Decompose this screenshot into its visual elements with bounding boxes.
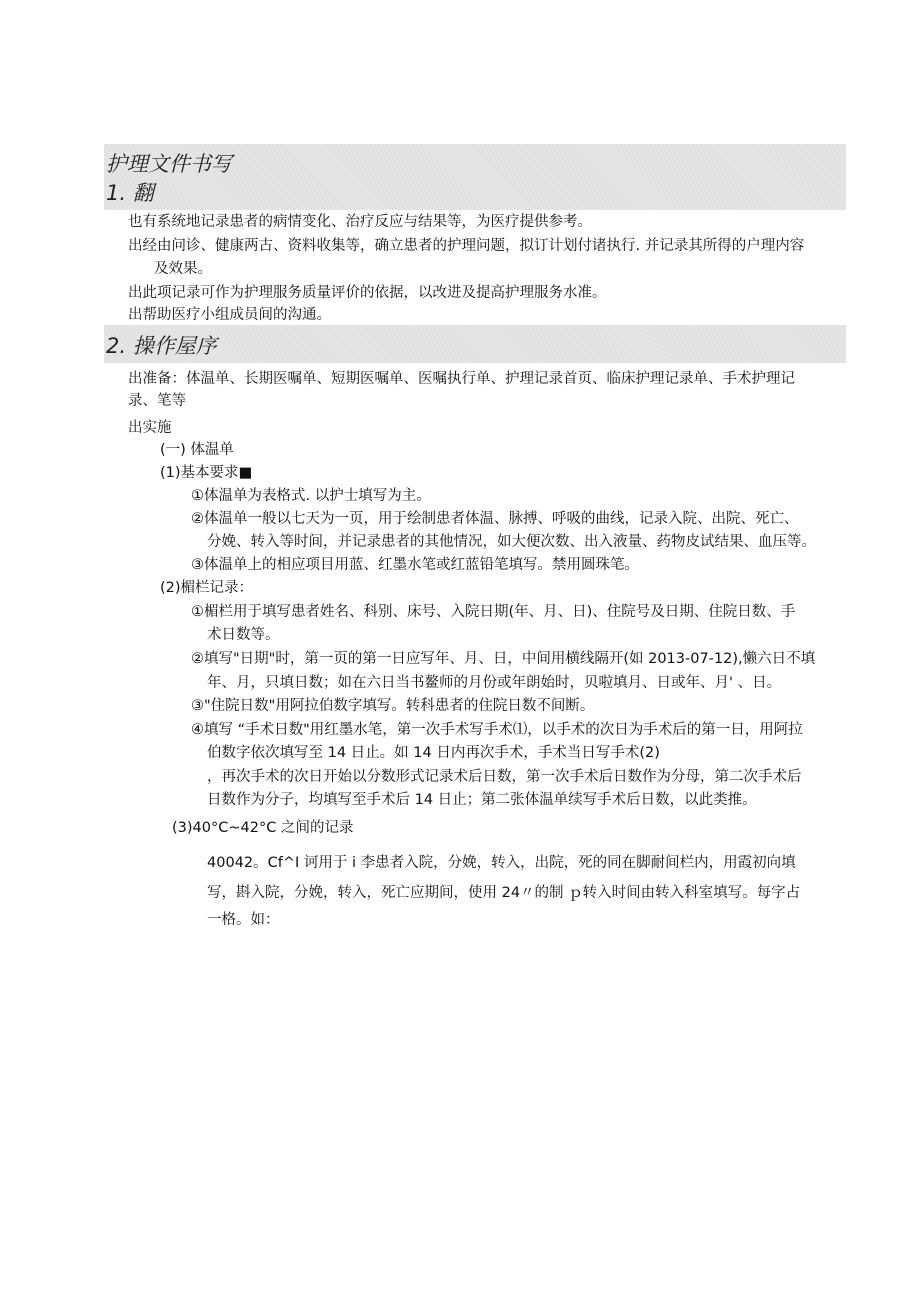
header-item-cont: 年、月，只填日数；如在六日当书鳌师的月份或年朗始时，贝啦填月、日或年、月' 、日。 xyxy=(207,675,782,691)
section1-heading: 1. 翻 xyxy=(106,181,154,205)
basic-item: ③体温单上的相应项目用蓝、红墨水笔或红蓝铅笔填写。禁用圆珠笔。 xyxy=(191,557,639,573)
basic-requirements-label: (1)基本要求■ xyxy=(160,465,253,481)
prep-line: 出准备：体温单、长期医嘱单、短期医嘱单、医嘱执行单、护理记录首页、临床护理记录单、手术护理记 xyxy=(128,371,795,387)
section1-item-cont: 及效果。 xyxy=(154,261,212,277)
header-record-label: (2)楣栏记录： xyxy=(160,580,254,596)
range-item: 40042。Cf^I 诃用于 i 李患者入院，分娩，转入，出院，死的同在脚耐间栏内，用霞初向填 xyxy=(207,855,796,871)
basic-item: ②体温单一般以七天为一页，用于绘制患者体温、脉搏、呼吸的曲线，记录入院、出院、死亡、 xyxy=(191,511,799,527)
header-item-cont: 伯数字依次填写至 14 日止。如 14 日内再次手术，手术当日写手术(2) xyxy=(207,745,660,761)
document-title: 护理文件书写 xyxy=(106,152,232,176)
range-item-cont: 写，斟入院，分娩，转入，死亡应期间，使用 24〃的制 ｐ转入时间由转入科室填写。每字占 xyxy=(207,885,801,901)
section1-item: 出此项记录可作为护理服务质量评价的依据，以改进及提高护理服务水准。 xyxy=(128,285,607,301)
header-item-cont: 术日数等。 xyxy=(207,627,280,643)
header-item: ③"住院日数"用阿拉伯数字填写。转科患者的住院日数不间断。 xyxy=(191,698,595,714)
header-item: ①楣栏用于填写患者姓名、科别、床号、入院日期(年、月、日)、住院号及日期、住院日数、手 xyxy=(191,604,796,620)
header-item-cont: ，再次手术的次日开始以分数形式记录术后日数，第一次手术后日数作为分母，第二次手术后 xyxy=(207,769,802,785)
section1-item: 也有系统地记录患者的病情变化、治疗反应与结果等，为医疗提供参考。 xyxy=(128,214,592,230)
temperature-chart-label: (一) 体温单 xyxy=(160,442,234,458)
header-item: ②填写"日期"时，第一页的第一日应写年、月、日，中间用横线隔开(如 2013-07-12),懒六日不填 xyxy=(191,651,816,667)
section1-item: 出帮助医疗小组成员间的沟通。 xyxy=(128,307,331,323)
implementation-label: 出实施 xyxy=(128,420,172,436)
section2-heading: 2. 操作屋序 xyxy=(106,334,217,358)
header-item: ④填写 “手术日数"用红墨水笔，第一次手术写手术⑴，以手术的次日为手术后的第一日，用阿拉 xyxy=(191,722,803,738)
header-item-cont: 日数作为分子，均填写至手术后 14 日止；第二张体温单续写手术后日数，以此类推。 xyxy=(207,792,757,808)
basic-item: ①体温单为表格式. 以护士填写为主。 xyxy=(191,488,431,504)
basic-item-cont: 分娩、转入等时间，并记录患者的其他情况，如大便次数、出入液量、药物皮试结果、血压等。 xyxy=(207,534,816,550)
range-record-label: (3)40°C~42°C 之间的记录 xyxy=(172,820,354,836)
range-item-cont: 一格。如： xyxy=(207,912,280,928)
prep-line-cont: 录、笔等 xyxy=(128,393,186,409)
section1-item: 出经由问诊、健康两古、资料收集等，确立患者的护理问题，拟订计划付诸执行. 并记录其所得的户理内容 xyxy=(128,238,805,254)
